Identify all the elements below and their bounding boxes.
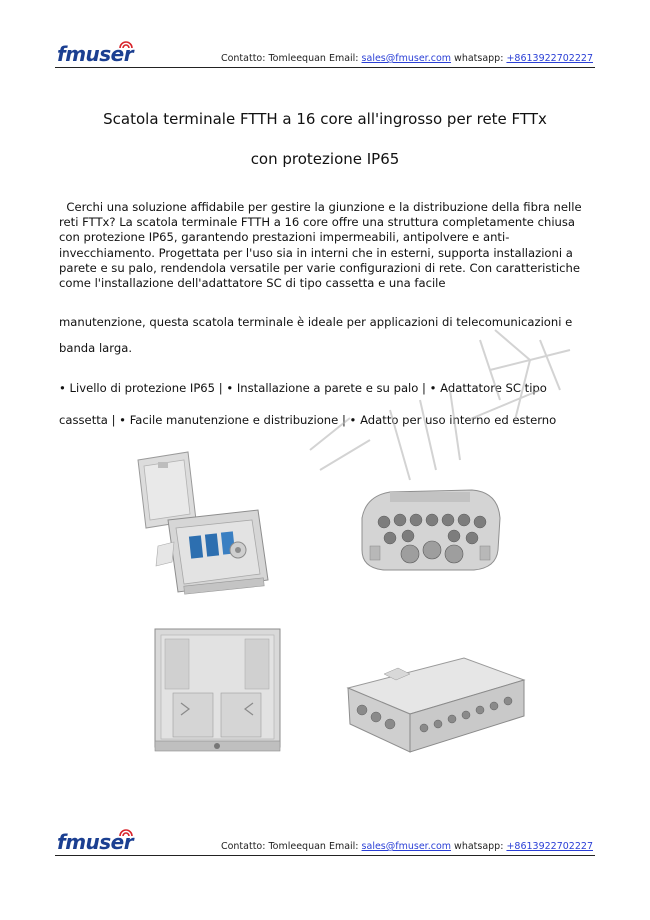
logo-text: fmuser [57, 42, 134, 66]
intro-text-1: Cerchi una soluzione affidabile per gestire la giunzione e la distribuzione della fibra nelle reti FTTx? La scatola terminale FTTH a 16 core offre una struttura completamente chiusa con protezione IP65, garantendo prestazioni impermeabili, antipolvere e anti-invecchiamento. Progettata per l'uso sia in interni che in esterni, supporta installazioni a parete e su palo, rendendola versatile per varie configurazioni di rete. Con caratteristiche come l'installazione dell'adattatore SC di tipo cassetta e una facile [59, 200, 582, 291]
footer-divider [55, 855, 595, 856]
phone-link[interactable]: +8613922702227 [506, 53, 593, 64]
closed-front-illustration [145, 625, 290, 755]
email-link[interactable]: sales@fmuser.com [361, 53, 452, 64]
phone-link[interactable]: +8613922702227 [506, 841, 593, 852]
contact-label: Contatto: Tomleequan Email: [220, 841, 359, 852]
signal-waves-icon [117, 826, 135, 838]
contact-label: Contatto: Tomleequan Email: [220, 53, 359, 64]
whatsapp-label: whatsapp: [454, 53, 504, 64]
intro-paragraph-part1 [59, 200, 595, 291]
header-contact [221, 53, 593, 64]
product-photo-open-box [128, 450, 283, 600]
page-title-line1: Scatola terminale FTTH a 16 core all'ingrosso per rete FTTx [103, 110, 547, 128]
footer-contact [221, 841, 593, 852]
logo-text: fmuser [57, 830, 134, 854]
feature-line-1: • Livello di protezione IP65 | • Installazione a parete e su palo | • Adattatore SC tipo [59, 381, 547, 395]
intro-paragraph-part2: manutenzione, questa scatola terminale è ideale per applicazioni di telecomunicazioni e banda larga. [59, 315, 573, 355]
ports-illustration [350, 478, 510, 578]
signal-waves-icon [117, 38, 135, 50]
header-divider [55, 67, 595, 68]
fmuser-logo [57, 38, 147, 66]
angled-box-illustration [340, 652, 530, 762]
product-photo-closed-front [145, 625, 290, 755]
email-link[interactable]: sales@fmuser.com [361, 841, 452, 852]
page-title-line2: con protezione IP65 [250, 150, 400, 168]
whatsapp-label: whatsapp: [454, 841, 504, 852]
page-header [55, 38, 595, 68]
feature-list [59, 372, 599, 436]
fmuser-logo-footer [57, 826, 147, 854]
product-photo-angled [340, 652, 530, 762]
open-box-illustration [128, 450, 283, 600]
product-photo-ports [350, 478, 510, 578]
page-footer [55, 826, 595, 856]
feature-line-2: cassetta | • Facile manutenzione e distribuzione | • Adatto per uso interno ed esterno [59, 413, 557, 427]
